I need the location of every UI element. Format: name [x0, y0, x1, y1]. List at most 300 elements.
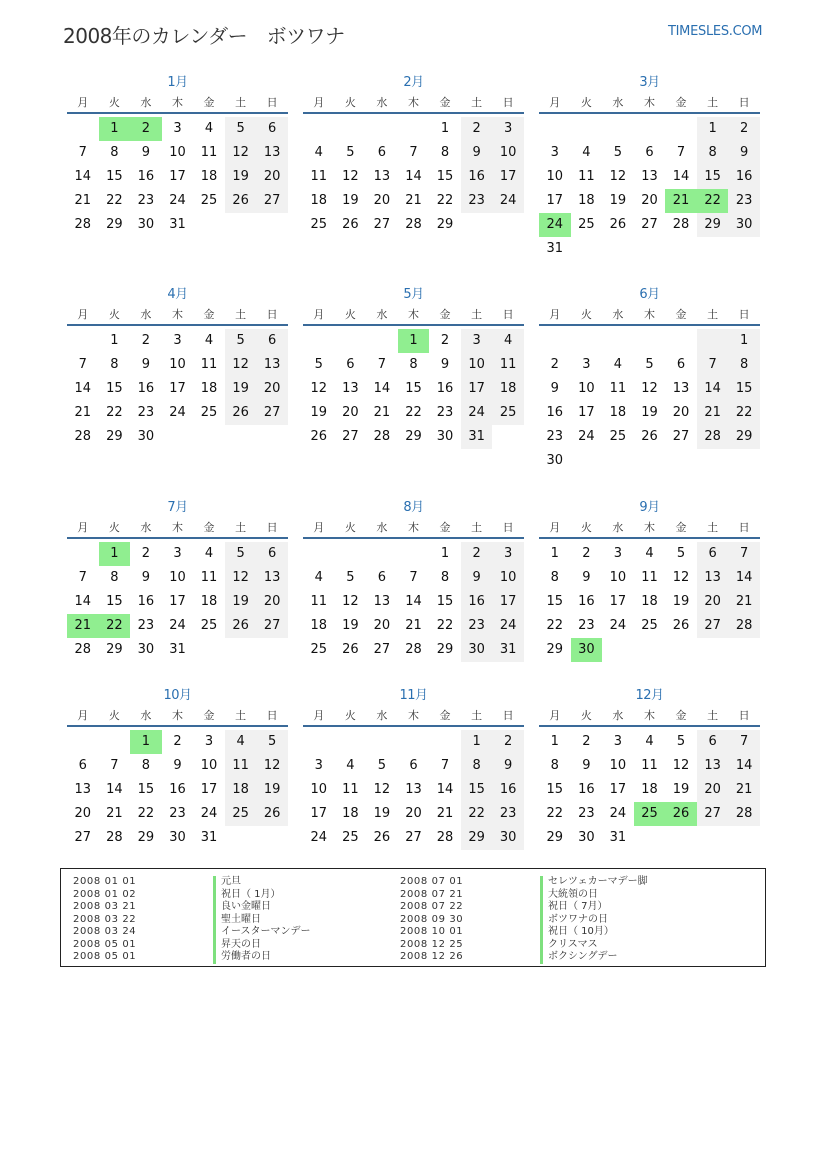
day-cell[interactable]: 10: [492, 566, 524, 590]
holiday-day-cell[interactable]: 30: [571, 638, 603, 662]
day-cell[interactable]: 11: [641, 758, 658, 773]
day-cell[interactable]: 6: [645, 145, 654, 160]
day-cell[interactable]: 8: [728, 353, 760, 377]
holiday-day-cell[interactable]: 1: [99, 117, 131, 141]
day-cell[interactable]: 23: [578, 806, 595, 821]
day-cell[interactable]: 30: [169, 830, 186, 845]
day-cell[interactable]: 17: [578, 405, 595, 420]
day-cell[interactable]: 29: [546, 830, 564, 845]
day-cell[interactable]: 24: [169, 193, 186, 208]
day-cell[interactable]: 14: [728, 754, 760, 778]
day-cell[interactable]: 27: [256, 614, 288, 638]
day-cell[interactable]: 18: [310, 193, 328, 208]
day-cell[interactable]: 26: [342, 217, 359, 232]
day-cell[interactable]: 27: [373, 217, 391, 232]
day-cell[interactable]: 3: [173, 546, 182, 561]
day-cell[interactable]: 1: [728, 329, 760, 353]
day-cell[interactable]: 12: [342, 169, 359, 184]
day-cell[interactable]: 14: [74, 594, 92, 609]
day-cell[interactable]: 17: [169, 594, 186, 609]
day-cell[interactable]: 2: [582, 546, 591, 561]
day-cell[interactable]: 6: [256, 329, 288, 353]
day-cell[interactable]: 13: [697, 754, 729, 778]
day-cell[interactable]: 27: [256, 401, 288, 425]
day-cell[interactable]: 16: [728, 165, 760, 189]
day-cell[interactable]: 11: [200, 145, 218, 160]
day-cell[interactable]: 27: [697, 802, 729, 826]
day-cell[interactable]: 15: [546, 782, 564, 797]
day-cell[interactable]: 6: [697, 730, 729, 754]
day-cell[interactable]: 7: [78, 357, 87, 372]
day-cell[interactable]: 2: [461, 117, 493, 141]
day-cell[interactable]: 10: [169, 570, 186, 585]
day-cell[interactable]: 5: [225, 117, 257, 141]
day-cell[interactable]: 9: [461, 566, 493, 590]
day-cell[interactable]: 12: [641, 381, 658, 396]
day-cell[interactable]: 28: [405, 217, 422, 232]
day-cell[interactable]: 7: [377, 357, 387, 372]
day-cell[interactable]: 31: [200, 830, 218, 845]
day-cell[interactable]: 3: [461, 329, 493, 353]
day-cell[interactable]: 28: [373, 429, 391, 444]
day-cell[interactable]: 28: [697, 425, 729, 449]
day-cell[interactable]: 2: [173, 734, 182, 749]
day-cell[interactable]: 4: [645, 546, 654, 561]
day-cell[interactable]: 31: [492, 638, 524, 662]
day-cell[interactable]: 6: [256, 542, 288, 566]
day-cell[interactable]: 29: [106, 217, 123, 232]
day-cell[interactable]: 5: [613, 145, 623, 160]
day-cell[interactable]: 24: [578, 429, 595, 444]
day-cell[interactable]: 24: [461, 401, 493, 425]
day-cell[interactable]: 8: [440, 570, 450, 585]
day-cell[interactable]: 20: [373, 618, 391, 633]
day-cell[interactable]: 25: [200, 405, 218, 420]
day-cell[interactable]: 7: [728, 730, 760, 754]
day-cell[interactable]: 25: [225, 802, 257, 826]
day-cell[interactable]: 23: [546, 429, 564, 444]
day-cell[interactable]: 1: [550, 546, 559, 561]
day-cell[interactable]: 19: [310, 405, 328, 420]
day-cell[interactable]: 7: [110, 758, 119, 773]
holiday-day-cell[interactable]: 22: [697, 189, 729, 213]
day-cell[interactable]: 24: [609, 806, 627, 821]
holiday-day-cell[interactable]: 26: [665, 802, 697, 826]
day-cell[interactable]: 18: [200, 381, 218, 396]
day-cell[interactable]: 4: [645, 734, 654, 749]
day-cell[interactable]: 19: [373, 806, 391, 821]
day-cell[interactable]: 14: [106, 782, 123, 797]
day-cell[interactable]: 13: [256, 141, 288, 165]
day-cell[interactable]: 5: [346, 570, 355, 585]
day-cell[interactable]: 25: [310, 642, 328, 657]
day-cell[interactable]: 17: [461, 377, 493, 401]
day-cell[interactable]: 19: [342, 618, 359, 633]
day-cell[interactable]: 24: [169, 618, 186, 633]
day-cell[interactable]: 25: [641, 618, 658, 633]
day-cell[interactable]: 20: [256, 165, 288, 189]
day-cell[interactable]: 2: [728, 117, 760, 141]
holiday-day-cell[interactable]: 21: [665, 189, 697, 213]
day-cell[interactable]: 23: [492, 802, 524, 826]
day-cell[interactable]: 11: [578, 169, 595, 184]
day-cell[interactable]: 8: [141, 758, 151, 773]
day-cell[interactable]: 5: [377, 758, 387, 773]
day-cell[interactable]: 26: [609, 217, 627, 232]
day-cell[interactable]: 21: [405, 618, 422, 633]
holiday-day-cell[interactable]: 25: [634, 802, 666, 826]
day-cell[interactable]: 9: [492, 754, 524, 778]
day-cell[interactable]: 25: [342, 830, 359, 845]
day-cell[interactable]: 21: [373, 405, 391, 420]
day-cell[interactable]: 16: [137, 594, 155, 609]
day-cell[interactable]: 22: [106, 193, 123, 208]
day-cell[interactable]: 14: [373, 381, 391, 396]
site-logo[interactable]: TIMESLES.COM: [668, 24, 763, 39]
day-cell[interactable]: 22: [106, 405, 123, 420]
day-cell[interactable]: 26: [373, 830, 391, 845]
day-cell[interactable]: 22: [405, 405, 422, 420]
day-cell[interactable]: 16: [578, 782, 595, 797]
day-cell[interactable]: 10: [578, 381, 595, 396]
day-cell[interactable]: 7: [78, 570, 87, 585]
day-cell[interactable]: 15: [106, 594, 123, 609]
day-cell[interactable]: 11: [609, 381, 627, 396]
day-cell[interactable]: 23: [728, 189, 760, 213]
day-cell[interactable]: 23: [436, 405, 454, 420]
day-cell[interactable]: 1: [550, 734, 559, 749]
holiday-day-cell[interactable]: 2: [130, 117, 162, 141]
day-cell[interactable]: 12: [672, 570, 690, 585]
day-cell[interactable]: 4: [314, 570, 323, 585]
day-cell[interactable]: 14: [672, 169, 690, 184]
day-cell[interactable]: 6: [78, 758, 87, 773]
day-cell[interactable]: 20: [405, 806, 422, 821]
day-cell[interactable]: 12: [256, 754, 288, 778]
day-cell[interactable]: 17: [492, 165, 524, 189]
day-cell[interactable]: 27: [342, 429, 359, 444]
day-cell[interactable]: 30: [137, 217, 155, 232]
day-cell[interactable]: 28: [436, 830, 454, 845]
day-cell[interactable]: 10: [492, 141, 524, 165]
day-cell[interactable]: 22: [436, 618, 454, 633]
day-cell[interactable]: 12: [373, 782, 391, 797]
day-cell[interactable]: 29: [405, 429, 422, 444]
day-cell[interactable]: 11: [310, 594, 328, 609]
day-cell[interactable]: 30: [492, 826, 524, 850]
day-cell[interactable]: 1: [440, 546, 450, 561]
day-cell[interactable]: 4: [492, 329, 524, 353]
day-cell[interactable]: 27: [373, 642, 391, 657]
day-cell[interactable]: 6: [256, 117, 288, 141]
day-cell[interactable]: 10: [169, 145, 186, 160]
day-cell[interactable]: 1: [110, 333, 119, 348]
day-cell[interactable]: 28: [74, 429, 92, 444]
day-cell[interactable]: 7: [728, 542, 760, 566]
day-cell[interactable]: 18: [225, 778, 257, 802]
day-cell[interactable]: 3: [314, 758, 323, 773]
day-cell[interactable]: 28: [672, 217, 690, 232]
day-cell[interactable]: 4: [582, 145, 591, 160]
day-cell[interactable]: 21: [74, 405, 92, 420]
day-cell[interactable]: 29: [106, 642, 123, 657]
day-cell[interactable]: 16: [461, 590, 493, 614]
day-cell[interactable]: 13: [672, 381, 690, 396]
day-cell[interactable]: 13: [697, 566, 729, 590]
day-cell[interactable]: 26: [310, 429, 328, 444]
day-cell[interactable]: 18: [609, 405, 627, 420]
day-cell[interactable]: 19: [225, 377, 257, 401]
day-cell[interactable]: 10: [169, 357, 186, 372]
day-cell[interactable]: 24: [200, 806, 218, 821]
day-cell[interactable]: 25: [492, 401, 524, 425]
day-cell[interactable]: 24: [310, 830, 328, 845]
day-cell[interactable]: 14: [74, 381, 92, 396]
day-cell[interactable]: 15: [546, 594, 564, 609]
day-cell[interactable]: 21: [728, 778, 760, 802]
day-cell[interactable]: 16: [436, 381, 454, 396]
day-cell[interactable]: 2: [141, 546, 151, 561]
day-cell[interactable]: 21: [728, 590, 760, 614]
day-cell[interactable]: 27: [405, 830, 422, 845]
day-cell[interactable]: 13: [256, 353, 288, 377]
day-cell[interactable]: 17: [609, 782, 627, 797]
day-cell[interactable]: 28: [728, 614, 760, 638]
day-cell[interactable]: 12: [225, 141, 257, 165]
day-cell[interactable]: 22: [137, 806, 155, 821]
day-cell[interactable]: 14: [405, 169, 422, 184]
day-cell[interactable]: 20: [672, 405, 690, 420]
day-cell[interactable]: 11: [200, 357, 218, 372]
day-cell[interactable]: 15: [436, 594, 454, 609]
day-cell[interactable]: 8: [461, 754, 493, 778]
day-cell[interactable]: 17: [169, 381, 186, 396]
day-cell[interactable]: 2: [461, 542, 493, 566]
day-cell[interactable]: 27: [74, 830, 92, 845]
day-cell[interactable]: 6: [377, 570, 387, 585]
day-cell[interactable]: 4: [346, 758, 355, 773]
day-cell[interactable]: 16: [137, 381, 155, 396]
day-cell[interactable]: 9: [141, 145, 151, 160]
day-cell[interactable]: 8: [550, 758, 559, 773]
day-cell[interactable]: 2: [141, 333, 151, 348]
day-cell[interactable]: 7: [409, 570, 418, 585]
day-cell[interactable]: 11: [641, 570, 658, 585]
day-cell[interactable]: 5: [645, 357, 654, 372]
holiday-day-cell[interactable]: 24: [539, 213, 571, 237]
day-cell[interactable]: 30: [546, 453, 564, 468]
day-cell[interactable]: 26: [225, 401, 257, 425]
day-cell[interactable]: 19: [225, 165, 257, 189]
day-cell[interactable]: 23: [578, 618, 595, 633]
day-cell[interactable]: 4: [225, 730, 257, 754]
day-cell[interactable]: 10: [310, 782, 328, 797]
day-cell[interactable]: 20: [373, 193, 391, 208]
day-cell[interactable]: 10: [609, 758, 627, 773]
day-cell[interactable]: 3: [550, 145, 559, 160]
day-cell[interactable]: 18: [641, 782, 658, 797]
day-cell[interactable]: 9: [728, 141, 760, 165]
day-cell[interactable]: 26: [641, 429, 658, 444]
day-cell[interactable]: 6: [697, 542, 729, 566]
day-cell[interactable]: 3: [204, 734, 214, 749]
day-cell[interactable]: 31: [546, 241, 564, 256]
day-cell[interactable]: 15: [697, 165, 729, 189]
day-cell[interactable]: 23: [137, 618, 155, 633]
day-cell[interactable]: 21: [436, 806, 454, 821]
day-cell[interactable]: 13: [405, 782, 422, 797]
day-cell[interactable]: 20: [342, 405, 359, 420]
day-cell[interactable]: 9: [582, 570, 591, 585]
day-cell[interactable]: 4: [204, 121, 214, 136]
day-cell[interactable]: 9: [582, 758, 591, 773]
day-cell[interactable]: 10: [200, 758, 218, 773]
day-cell[interactable]: 22: [461, 802, 493, 826]
day-cell[interactable]: 5: [225, 542, 257, 566]
day-cell[interactable]: 4: [314, 145, 323, 160]
day-cell[interactable]: 27: [672, 429, 690, 444]
day-cell[interactable]: 12: [342, 594, 359, 609]
day-cell[interactable]: 11: [200, 570, 218, 585]
day-cell[interactable]: 8: [697, 141, 729, 165]
day-cell[interactable]: 31: [169, 217, 186, 232]
holiday-day-cell[interactable]: 1: [130, 730, 162, 754]
day-cell[interactable]: 3: [492, 542, 524, 566]
day-cell[interactable]: 4: [613, 357, 623, 372]
day-cell[interactable]: 26: [672, 618, 690, 633]
day-cell[interactable]: 17: [492, 590, 524, 614]
day-cell[interactable]: 31: [461, 425, 493, 449]
day-cell[interactable]: 17: [310, 806, 328, 821]
day-cell[interactable]: 15: [106, 169, 123, 184]
day-cell[interactable]: 16: [169, 782, 186, 797]
holiday-day-cell[interactable]: 21: [67, 614, 99, 638]
day-cell[interactable]: 21: [74, 193, 92, 208]
day-cell[interactable]: 15: [405, 381, 422, 396]
day-cell[interactable]: 20: [256, 590, 288, 614]
day-cell[interactable]: 26: [225, 189, 257, 213]
day-cell[interactable]: 19: [256, 778, 288, 802]
day-cell[interactable]: 16: [137, 169, 155, 184]
day-cell[interactable]: 23: [461, 189, 493, 213]
day-cell[interactable]: 16: [492, 778, 524, 802]
day-cell[interactable]: 12: [225, 566, 257, 590]
day-cell[interactable]: 22: [436, 193, 454, 208]
day-cell[interactable]: 26: [342, 642, 359, 657]
day-cell[interactable]: 5: [225, 329, 257, 353]
day-cell[interactable]: 20: [697, 590, 729, 614]
day-cell[interactable]: 25: [310, 217, 328, 232]
day-cell[interactable]: 26: [225, 614, 257, 638]
day-cell[interactable]: 23: [461, 614, 493, 638]
day-cell[interactable]: 15: [436, 169, 454, 184]
day-cell[interactable]: 25: [609, 429, 627, 444]
day-cell[interactable]: 30: [137, 429, 155, 444]
day-cell[interactable]: 27: [641, 217, 658, 232]
day-cell[interactable]: 17: [169, 169, 186, 184]
day-cell[interactable]: 25: [200, 193, 218, 208]
day-cell[interactable]: 29: [461, 826, 493, 850]
day-cell[interactable]: 5: [256, 730, 288, 754]
day-cell[interactable]: 29: [697, 213, 729, 237]
day-cell[interactable]: 8: [110, 145, 119, 160]
day-cell[interactable]: 17: [200, 782, 218, 797]
day-cell[interactable]: 10: [461, 353, 493, 377]
day-cell[interactable]: 26: [256, 802, 288, 826]
day-cell[interactable]: 29: [546, 642, 564, 657]
day-cell[interactable]: 28: [74, 642, 92, 657]
day-cell[interactable]: 8: [110, 357, 119, 372]
day-cell[interactable]: 30: [436, 429, 454, 444]
day-cell[interactable]: 23: [137, 193, 155, 208]
day-cell[interactable]: 15: [728, 377, 760, 401]
day-cell[interactable]: 29: [436, 217, 454, 232]
day-cell[interactable]: 5: [676, 734, 686, 749]
day-cell[interactable]: 29: [106, 429, 123, 444]
day-cell[interactable]: 5: [346, 145, 355, 160]
day-cell[interactable]: 10: [609, 570, 627, 585]
day-cell[interactable]: 15: [137, 782, 155, 797]
day-cell[interactable]: 7: [409, 145, 418, 160]
day-cell[interactable]: 30: [137, 642, 155, 657]
day-cell[interactable]: 30: [461, 638, 493, 662]
day-cell[interactable]: 9: [461, 141, 493, 165]
day-cell[interactable]: 18: [200, 169, 218, 184]
day-cell[interactable]: 3: [492, 117, 524, 141]
day-cell[interactable]: 17: [546, 193, 564, 208]
day-cell[interactable]: 7: [440, 758, 450, 773]
day-cell[interactable]: 21: [697, 401, 729, 425]
day-cell[interactable]: 6: [346, 357, 355, 372]
day-cell[interactable]: 1: [697, 117, 729, 141]
day-cell[interactable]: 8: [409, 357, 418, 372]
day-cell[interactable]: 19: [342, 193, 359, 208]
day-cell[interactable]: 8: [110, 570, 119, 585]
day-cell[interactable]: 12: [225, 353, 257, 377]
day-cell[interactable]: 23: [169, 806, 186, 821]
day-cell[interactable]: 30: [728, 213, 760, 237]
day-cell[interactable]: 3: [582, 357, 591, 372]
day-cell[interactable]: 4: [204, 333, 214, 348]
holiday-day-cell[interactable]: 22: [99, 614, 131, 638]
day-cell[interactable]: 18: [641, 594, 658, 609]
day-cell[interactable]: 5: [676, 546, 686, 561]
day-cell[interactable]: 12: [672, 758, 690, 773]
day-cell[interactable]: 21: [405, 193, 422, 208]
day-cell[interactable]: 31: [169, 642, 186, 657]
day-cell[interactable]: 11: [310, 169, 328, 184]
day-cell[interactable]: 17: [609, 594, 627, 609]
day-cell[interactable]: 13: [74, 782, 92, 797]
day-cell[interactable]: 29: [137, 830, 155, 845]
day-cell[interactable]: 25: [200, 618, 218, 633]
day-cell[interactable]: 28: [74, 217, 92, 232]
day-cell[interactable]: 14: [405, 594, 422, 609]
day-cell[interactable]: 19: [672, 782, 690, 797]
day-cell[interactable]: 29: [436, 642, 454, 657]
day-cell[interactable]: 7: [676, 145, 686, 160]
day-cell[interactable]: 9: [550, 381, 559, 396]
day-cell[interactable]: 16: [578, 594, 595, 609]
day-cell[interactable]: 27: [256, 189, 288, 213]
day-cell[interactable]: 22: [728, 401, 760, 425]
day-cell[interactable]: 16: [461, 165, 493, 189]
day-cell[interactable]: 18: [492, 377, 524, 401]
day-cell[interactable]: 14: [436, 782, 454, 797]
day-cell[interactable]: 7: [697, 353, 729, 377]
day-cell[interactable]: 3: [173, 121, 182, 136]
day-cell[interactable]: 18: [200, 594, 218, 609]
